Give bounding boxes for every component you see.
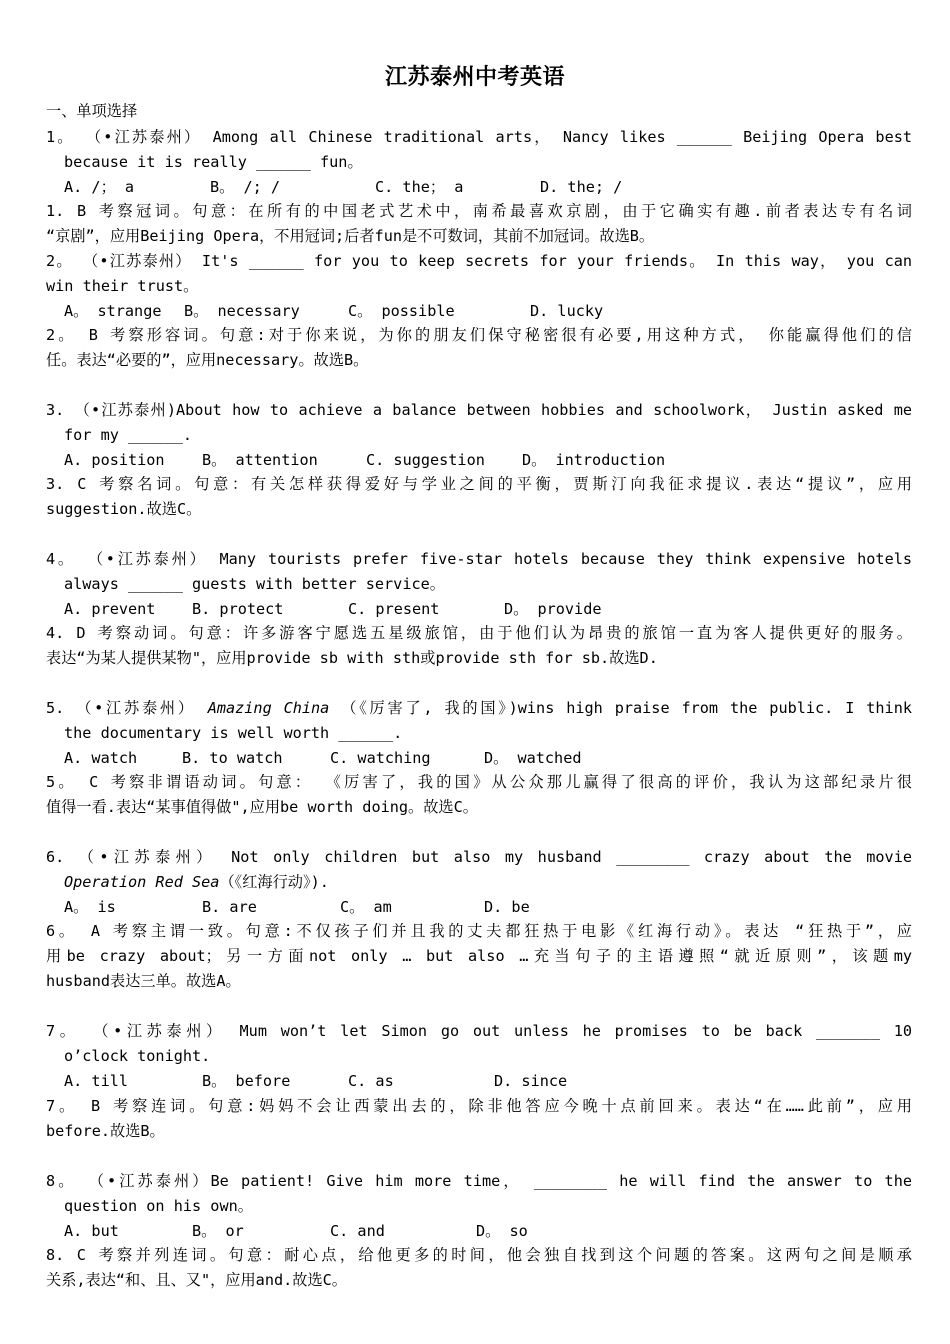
option-c: C. the； a	[375, 178, 464, 196]
option-a: A. prevent	[64, 600, 156, 618]
option-a: A。 strange	[64, 302, 162, 320]
option-b: B。 /; /	[210, 178, 281, 196]
option-a: A. till	[64, 1072, 129, 1090]
option-c: C. and	[330, 1222, 385, 1240]
option-a: A。 is	[64, 898, 116, 916]
option-a: A. position	[64, 451, 165, 469]
option-b: B. are	[202, 898, 257, 916]
question-4-answer-cont: 表达“为某人提供某物"，应用provide sb with sth或provide sth for sb.故选D.	[46, 649, 658, 667]
option-c: C. suggestion	[366, 451, 485, 469]
section-heading: 一、单项选择	[46, 102, 138, 120]
option-b: B。 necessary	[184, 302, 300, 320]
option-b: B. protect	[192, 600, 284, 618]
question-7-answer-cont: before.故选B。	[46, 1122, 165, 1140]
question-5-stem-cont: the documentary is well worth ______.	[64, 724, 403, 742]
question-1-answer: 1. B 考察冠词。句意：在所有的中国老式艺术中，南希最喜欢京剧，由于它确实有趣.前者表达专有名词	[46, 202, 912, 220]
question-8-stem: 8。 （•江苏泰州）Be patient! Give him more time， ________ he will find the answer to the	[46, 1172, 912, 1190]
question-7-stem: 7。 （•江苏泰州） Mum won’t let Simon go out unless he promises to be back _______ 10	[46, 1022, 912, 1040]
question-1-stem-cont: because it is really ______ fun。	[64, 153, 363, 171]
option-c: C。 am	[340, 898, 392, 916]
question-3-stem: 3. （•江苏泰州)About how to achieve a balance between hobbies and schoolwork， Justin asked me	[46, 401, 912, 419]
question-7-answer: 7。 B 考察连词。句意:妈妈不会让西蒙出去的，除非他答应今晚十点前回来。表达“在……此前”，应用	[46, 1097, 912, 1115]
option-b: B. to watch	[182, 749, 283, 767]
question-4-stem-cont: always ______ guests with better service。	[64, 575, 445, 593]
option-d: D. the; /	[540, 178, 623, 196]
option-b: B。 attention	[202, 451, 318, 469]
option-d: D。 introduction	[522, 451, 666, 469]
option-b: B。 before	[202, 1072, 291, 1090]
title-italic: Operation Red Sea	[64, 873, 220, 891]
question-3-answer-cont: suggestion.故选C。	[46, 500, 202, 518]
option-a: A. /； a	[64, 178, 135, 196]
question-5-stem: 5. （•江苏泰州） Amazing China （《厉害了, 我的国》)wins high praise from the public. I think	[46, 699, 912, 717]
title-italic: Amazing China	[207, 699, 330, 717]
question-8-stem-cont: question on his own。	[64, 1197, 253, 1215]
option-d: D. since	[494, 1072, 568, 1090]
question-3-stem-cont: for my ______.	[64, 426, 193, 444]
option-d: D. be	[484, 898, 530, 916]
question-6-answer: 6。 A 考察主谓一致。句意:不仅孩子们并且我的丈夫都狂热于电影《红海行动》。表达 “狂热于”，应	[46, 922, 912, 940]
question-1-stem: 1。 （•江苏泰州） Among all Chinese traditional arts， Nancy likes ______ Beijing Opera best	[46, 128, 912, 146]
option-a: A. watch	[64, 749, 138, 767]
option-c: C. present	[348, 600, 440, 618]
question-2-answer: 2。 B 考察形容词。句意:对于你来说，为你的朋友们保守秘密很有必要,用这种方式， 你能赢得他们的信	[46, 326, 912, 344]
question-4-answer: 4. D 考察动词。句意：许多游客宁愿选五星级旅馆，由于他们认为昂贵的旅馆一直为客人提供更好的服务。	[46, 624, 912, 642]
question-8-answer: 8. C 考察并列连词。句意：耐心点，给他更多的时间，他会独自找到这个问题的答案。这两句之间是顺承	[46, 1246, 912, 1264]
question-6-stem-cont: Operation Red Sea（《红海行动》).	[64, 873, 329, 891]
question-6-answer-cont: 用be crazy about；另一方面not only … but also …充当句子的主语遵照“就近原则”，该题my	[46, 947, 912, 965]
question-8-answer-cont: 关系,表达“和、且、又"，应用and.故选C。	[46, 1271, 347, 1289]
option-d: D。 provide	[504, 600, 602, 618]
option-d: D。 watched	[484, 749, 582, 767]
question-6-answer-cont2: husband表达三单。故选A。	[46, 972, 241, 990]
option-d: D。 so	[476, 1222, 528, 1240]
option-d: D. lucky	[530, 302, 604, 320]
question-1-answer-cont: “京剧”，应用Beijing Opera，不用冠词;后者fun是不可数词，其前不加冠词。故选B。	[46, 227, 655, 245]
option-c: C. as	[348, 1072, 394, 1090]
question-4-stem: 4。 （•江苏泰州） Many tourists prefer five-star hotels because they think expensive hotels	[46, 550, 912, 568]
question-5-answer-cont: 值得一看.表达“某事值得做",应用be worth doing。故选C。	[46, 798, 478, 816]
question-3-answer: 3. C 考察名词。句意：有关怎样获得爱好与学业之间的平衡，贾斯汀向我征求提议.表达“提议”，应用	[46, 475, 912, 493]
option-a: A. but	[64, 1222, 119, 1240]
option-c: C。 possible	[348, 302, 455, 320]
option-b: B。 or	[192, 1222, 244, 1240]
question-2-stem-cont: win their trust。	[46, 277, 199, 295]
option-c: C. watching	[330, 749, 431, 767]
question-7-stem-cont: o’clock tonight.	[64, 1047, 211, 1065]
question-2-stem: 2。 （•江苏泰州） It's ______ for you to keep secrets for your friends。 In this way， you can	[46, 252, 912, 270]
question-6-stem: 6. （•江苏泰州） Not only children but also my husband ________ crazy about the movie	[46, 848, 912, 866]
page-title: 江苏泰州中考英语	[384, 65, 565, 90]
question-2-answer-cont: 任。表达“必要的”，应用necessary。故选B。	[46, 351, 369, 369]
question-5-answer: 5。 C 考察非谓语动词。句意： 《厉害了，我的国》从公众那儿赢得了很高的评价，我认为这部纪录片很	[46, 773, 912, 791]
